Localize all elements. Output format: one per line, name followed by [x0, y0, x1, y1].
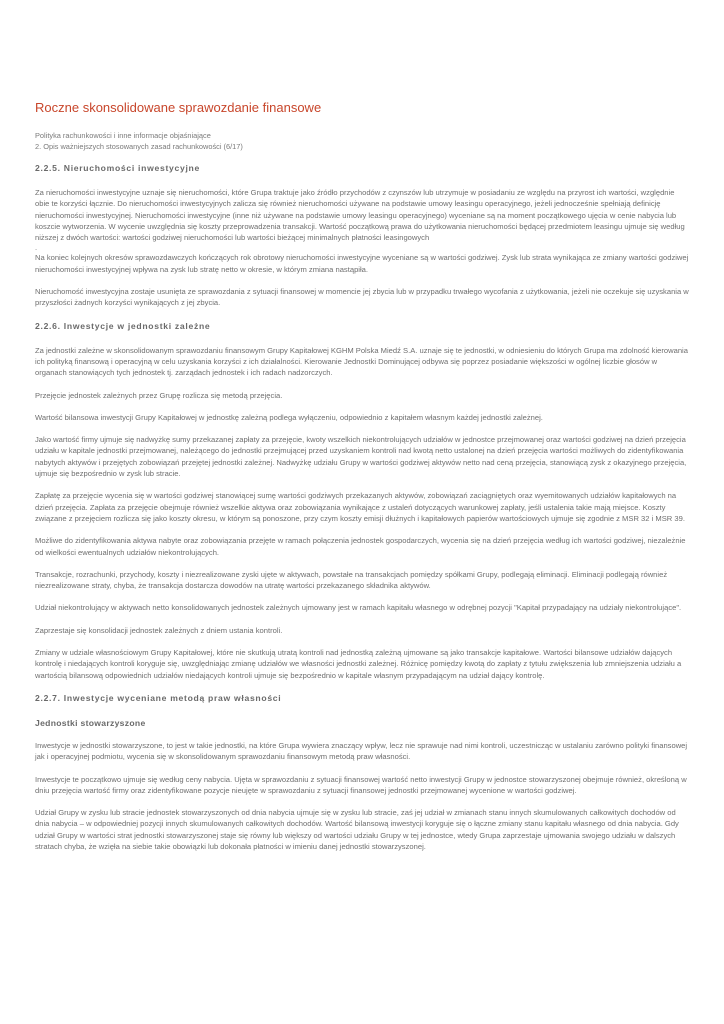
- subsection-heading: Jednostki stowarzyszone: [35, 717, 146, 728]
- section-heading-2-2-6: 2.2.6. Inwestycje w jednostki zależne: [35, 320, 211, 331]
- paragraph: Zapłatę za przejęcie wycenia się w wartości godziwej stanowiącej sumę wartości godziwych przekazanych aktywów, zobowiązań zaciągniętych oraz wyemitowanych udziałów kapitałowych na dzień przejęcia. Zapłata za przejęcie obejmuje również wszelkie aktywa oraz zobowiązania wynikające z ustaleń dotyczących warunkowej zapłaty, jeśli ustalenia takie mają miejsce. Koszty związane z przejęciem rozlicza się jako koszty okresu, w którym są ponoszone, przy czym koszty emisji dłużnych i kapitałowych papierów wartościowych ujmuje się zgodnie z MSR 32 i MSR 39.: [35, 491, 685, 523]
- breadcrumb: [35, 130, 690, 152]
- section-heading-2-2-7: 2.2.7. Inwestycje wyceniane metodą praw własności: [35, 692, 282, 703]
- report-title: Roczne skonsolidowane sprawozdanie finansowe: [35, 100, 322, 115]
- paragraph: Nieruchomość inwestycyjna zostaje usunięta ze sprawozdania z sytuacji finansowej w momencie jej zbycia lub w przypadku trwałego wycofania z użytkowania, jeżeli nie oczekuje się uzyskania w przyszłości żadnych korzyści wynikających z jej zbycia.: [35, 287, 689, 308]
- paragraph: Transakcje, rozrachunki, przychody, koszty i niezrealizowane zyski ujęte w aktywach, powstałe na transakcjach pomiędzy spółkami Grupy, podlegają eliminacji. Eliminacji podlegają również niezrealizowane straty, chyba, że transakcja dostarcza dowodów na utratę wartości przekazanego składnika aktywów.: [35, 569, 668, 591]
- paragraph: Za nieruchomości inwestycyjne uznaje się nieruchomości, które Grupa traktuje jako źródło przychodów z czynszów lub utrzymuje w posiadaniu ze względu na przyrost ich wartości, względnie obie te korzyści łącznie. Do nieruchomości inwestycyjnych zalicza się również nieruchomości używane na podstawie umowy leasingu operacyjnego, jeżeli jednocześnie spełniają definicję nieruchomości inwestycyjnej. Nieruchomości inwestycyjne (inne niż używane na podstawie umowy leasingu operacyjnego) wyceniane są na moment początkowego ujęcia w cenie nabycia lub koszcie wytworzenia. W wycenie uwzględnia się koszty przeprowadzenia transakcji. Wartość początkową prawa do użytkowania nieruchomości będącej przedmiotem leasingu ujmuje się według niższej z dwóch wartości: wartości godziwej nieruchomości lub wartości bieżącej minimalnych płatności leasingowych: [35, 188, 685, 243]
- section-heading-2-2-5: 2.2.5. Nieruchomości inwestycyjne: [35, 163, 200, 173]
- paragraph: Zmiany w udziale własnościowym Grupy Kapitałowej, które nie skutkują utratą kontroli nad jednostką zależną ujmowane są jako transakcje kapitałowe. Wartości bilansowe udziałów dających kontrolę i niedających kontroli koryguje się, uwzględniając zmianę udziałów we własności jednostki zależnej. Różnicę pomiędzy kwotą do zapłaty z tytułu zwiększenia lub zmniejszenia udziału a wartością bilansową odpowiednich udziałów niedających kontroli ujmuje się bezpośrednio w kapitale własnym przypadającym na udział dający kontrolę.: [35, 648, 682, 680]
- paragraph: Na koniec kolejnych okresów sprawozdawczych kończących rok obrotowy nieruchomości inwestycyjne wyceniane są w wartości godziwej. Zysk lub strata wynikająca ze zmiany wartości godziwej nieruchomości inwestycyjnej wpływa na zysk lub stratę netto w okresie, w którym zmiana nastąpiła.: [35, 253, 689, 274]
- paragraph: Udział Grupy w zysku lub stracie jednostek stowarzyszonych od dnia nabycia ujmuje się w zysku lub stracie, zaś jej udział w zmianach stanu innych skumulowanych całkowitych dochodów od dnia nabycia – w odpowiedniej pozycji innych skumulowanych całkowitych dochodów. Wartość bilansową inwestycji koryguje się o łączne zmiany stanu kapitału własnego od dnia nabycia. Gdy udział Grupy w wartości strat jednostki stowarzyszonej staje się równy lub większy od wartości udziału Grupy w tej jednostce, wtedy Grupa zaprzestaje ujmowania swojego udziału w dalszych stratach chyba, że wzięła na siebie takie obowiązki lub dokonała płatności w imieniu danej jednostki stowarzyszonej.: [35, 808, 679, 851]
- paragraph: Inwestycje te początkowo ujmuje się według ceny nabycia. Ujęta w sprawozdaniu z sytuacji finansowej wartość netto inwestycji Grupy w jednostce stowarzyszonej obejmuje również, określoną w dniu przejęcia wartość firmy oraz zidentyfikowane pozycje nieujęte w sprawozdaniu z sytuacji finansowej jednostki przejmowanej wycenione w wartości godziwej.: [35, 774, 687, 795]
- breadcrumb-line-2: 2. Opis ważniejszych stosowanych zasad rachunkowości (6/17): [35, 142, 243, 151]
- breadcrumb-line-1: Polityka rachunkowości i inne informacje objaśniające: [35, 131, 211, 140]
- paragraph: Przejęcie jednostek zależnych przez Grupę rozlicza się metodą przejęcia.: [35, 390, 283, 400]
- paragraph: Udział niekontrolujący w aktywach netto konsolidowanych jednostek zależnych ujmowany jest w ramach kapitału własnego w odrębnej pozycji "Kapitał przypadający na udziały niekontrolujące".: [35, 603, 682, 613]
- paragraph: Za jednostki zależne w skonsolidowanym sprawozdaniu finansowym Grupy Kapitałowej KGHM Polska Miedź S.A. uznaje się te jednostki, w odniesieniu do których Grupa ma zdolność kierowania ich polityką finansową i operacyjną w celu uzyskania korzyści z ich działalności. Kierowanie Jednostki Dominującej odbywa się poprzez posiadanie większości w ogólnej liczbie głosów w organach stanowiących tych jednostek tj. zarządach jednostek i ich radach nadzorczych.: [35, 345, 688, 378]
- paragraph: Jako wartość firmy ujmuje się nadwyżkę sumy przekazanej zapłaty za przejęcie, kwoty wszelkich niekontrolujących udziałów w jednostce przejmowanej oraz wartości godziwej na dzień przejęcia udziału w kapitale jednostki przejmowanej, należącego do jednostki przejmującej przed uzyskaniem kontroli nad kwotą netto ustalonej na dzień przejęcia wartości możliwych do zidentyfikowania nabytych aktywów i przejętych zobowiązań przejętej jednostki zależnej. Nadwyżkę udziału Grupy w wartości godziwej aktywów netto nad ceną przejęcia, stanowiącą zysk z okazyjnego przejęcia, ujmuje się bezpośrednio w zysk lub stracie.: [35, 435, 687, 479]
- paragraph: Wartość bilansowa inwestycji Grupy Kapitałowej w jednostkę zależną podlega wyłączeniu, odpowiednio z kapitałem własnym każdej jednostki zależnej.: [35, 412, 543, 422]
- stray-dot: .: [35, 243, 38, 253]
- paragraph: Możliwe do zidentyfikowania aktywa nabyte oraz zobowiązania przejęte w ramach połączenia jednostek gospodarczych, wycenia się na dzień przejęcia według ich wartości godziwej, niezależnie od wielkości ewentualnych udziałów niekontrolujących.: [35, 536, 686, 557]
- document-page: [35, 100, 690, 863]
- paragraph: Inwestycje w jednostki stowarzyszone, to jest w takie jednostki, na które Grupa wywiera znaczący wpływ, lecz nie sprawuje nad nimi kontroli, uczestnicząc w ustalaniu zarówno polityki finansowej jak i operacyjnej podmiotu, wycenia się w skonsolidowanym sprawozdaniu finansowym metodą praw własności.: [35, 740, 688, 762]
- paragraph: Zaprzestaje się konsolidacji jednostek zależnych z dniem ustania kontroli.: [35, 625, 283, 635]
